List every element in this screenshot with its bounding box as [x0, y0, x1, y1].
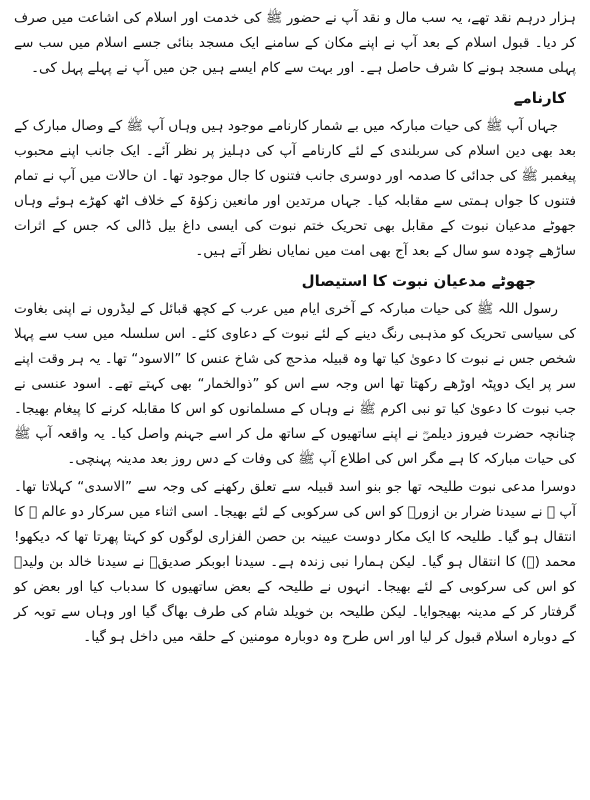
achievements-paragraph: جہاں آپ ﷺ کی حیات مبارکہ میں بے شمار کارنامے موجود ہیں وہاں آپ ﷺ کے وصال مبارک کے بعد بھی دین اسلام کی سربلندی کے لئے کارنامے آپ کی دہلیز پر نظر آئے۔ ایک جانب اپنے محبوب پیغمبر ﷺ کی جدائی کا صدمہ اور دوسری جانب فتنوں کا جال موجود تھا۔ ان حالات میں آپ نے تمام فتنوں کا جواں ہمتی سے مقابلہ کیا۔ جہاں مرتدین اور مانعین زکوٰۃ کے خلاف اٹھ کھڑے ہوئے وہاں جھوٹے مدعیان نبوت کے مقابل بھی تحریک ختم نبوت کی ایسی داغ بیل ڈالی کہ جس کے اثرات ساڑھے چودہ سو سال کے بعد آج بھی امت میں نمایاں نظر آتے ہیں۔: [14, 118, 576, 259]
section-heading-achievements: کارنامے: [513, 89, 566, 107]
false-prophets-paragraph-1: رسول اللہ ﷺ کی حیات مبارکہ کے آخری ایام میں عرب کے کچھ قبائل کے لیڈروں نے اپنی بغاوت کی سیاسی تحریک کو مذہبی رنگ دینے کے لئے نبوت کے دعاوی کئے۔ اس سلسلہ میں سب سے پہلا شخص جس نے نبوت کا دعویٰ کیا تھا وہ قبیلہ مذحج کی شاخ عنس کا ”الاسود“ تھا۔ یہ ہر وقت اپنے سر پر ایک دوپٹہ اوڑھے رکھتا تھا اس وجہ سے اس کو ”ذوالخمار“ بھی کہتے تھے۔ اسود عنسی نے جب نبوت کا دعویٰ کیا تو نبی اکرم ﷺ نے وہاں کے مسلمانوں کو اس کا مقابلہ کرنے کا پیغام بھیجا۔ چنانچہ حضرت فیروز دیلمیؓ نے اپنے ساتھیوں کے ساتھ مل کر اسے جہنم واصل کیا۔ یہ واقعہ آپ ﷺ کی حیات مبارکہ کا ہے مگر اس کی اطلاع آپ ﷺ کی وفات کے دس روز بعد مدینہ پہنچی۔: [14, 301, 576, 467]
false-prophets-paragraph-2: دوسرا مدعی نبوت طلیحہ تھا جو بنو اسد قبیلہ سے تعلق رکھنے کی وجہ سے ”الاسدی“ کہلاتا تھا۔ آپ ﷺ نے سیدنا ضرار بن ازورؓ کو اس کی سرکوبی کے لئے بھیجا۔ اسی اثناء میں سرکار دو عالم ﷺ کا انتقال ہو گیا۔ طلیحہ کا ایک مکار دوست عیینہ بن حصن الفزاری لوگوں کو کہتا پھرتا تھا کہ دیکھو! محمد (ﷺ) کا انتقال ہو گیا۔ لیکن ہمارا نبی زندہ ہے۔ سیدنا ابوبکر صدیقؓ نے سیدنا خالد بن ولیدؓ کو اس کی سرکوبی کے لئے بھیجا۔ انہوں نے طلیحہ کے بعض ساتھیوں کا سدباب کیا اور بعض کو گرفتار کر کے مدینہ بھیجوایا۔ لیکن طلیحہ بن خویلد شام کی طرف بھاگ گیا اور وہاں سے توبہ کر کے دوبارہ اسلام قبول کر لیا اور اس طرح وہ دوبارہ مومنین کے حلقہ میں داخل ہو گیا۔: [14, 479, 576, 645]
intro-paragraph: ہزار درہم نقد تھے، یہ سب مال و نقد آپ نے حضور ﷺ کی خدمت اور اسلام کی اشاعت میں صرف کر دیا۔ قبول اسلام کے بعد آپ نے اپنے مکان کے سامنے ایک مسجد بنائی جسے اسلام میں سب سے پہلی مسجد ہونے کا شرف حاصل ہے۔ اور بہت سے کام ایسے ہیں جن میں آپ نے پہلے پہل کی۔: [14, 10, 576, 76]
section-heading-false-prophets: جھوٹے مدعیان نبوت کا استیصال: [301, 272, 536, 290]
